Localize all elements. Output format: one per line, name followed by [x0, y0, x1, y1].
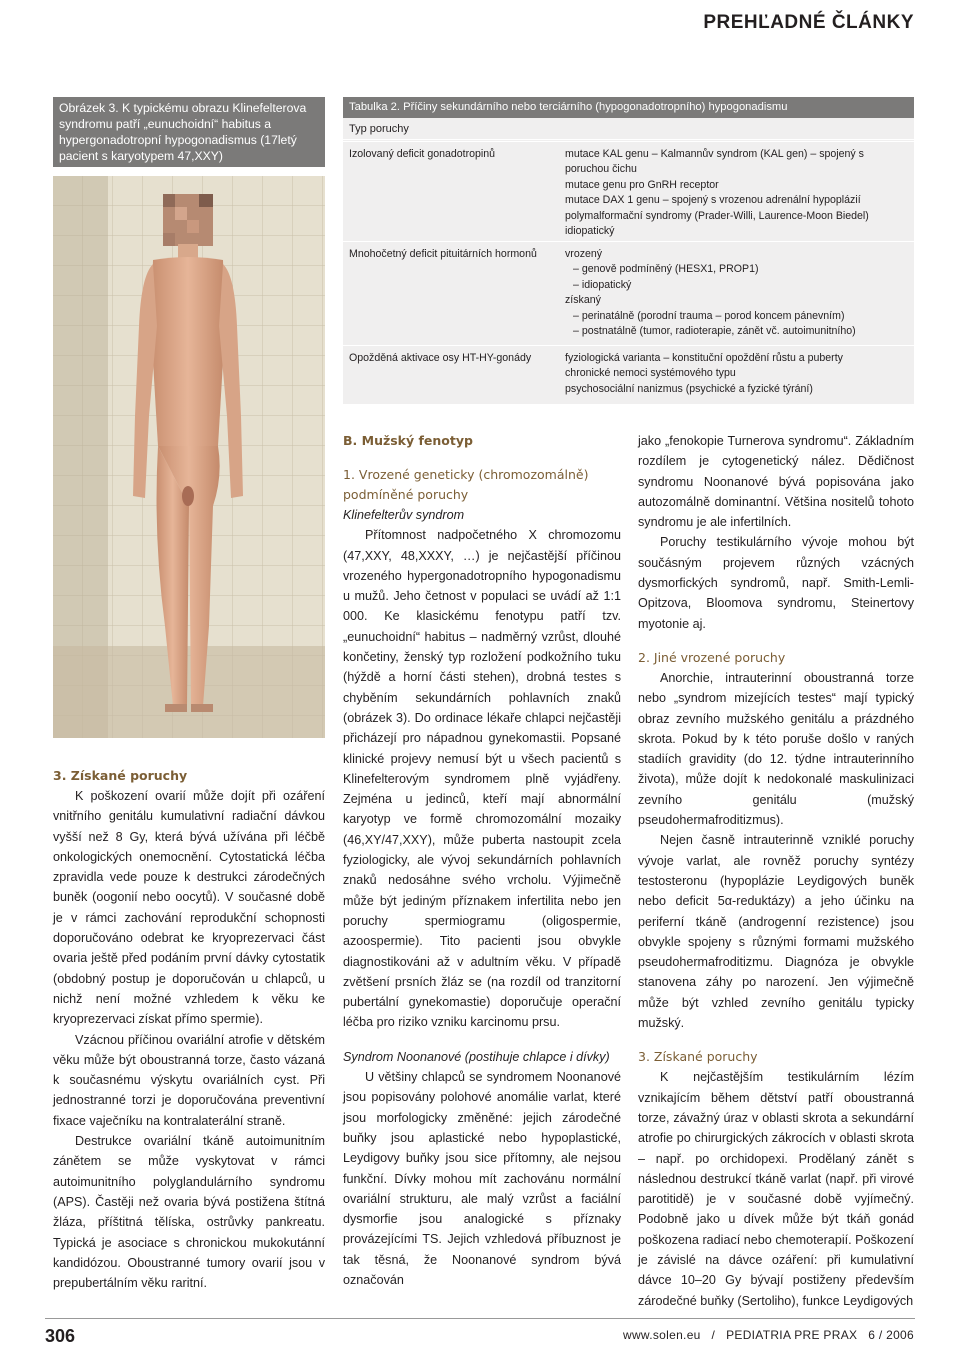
- paragraph: Poruchy testikulárního vývoje mohou být součásným projevem různých vzácných dysmorfických syndromů, např. Smith-Lemli-Opitzova, Bloomova syndromu, Steinertovy myotonie aj.: [638, 535, 914, 631]
- issue-number: 6 / 2006: [868, 1328, 914, 1342]
- table-row: [343, 241, 914, 345]
- paragraph: jako „fenokopie Turnerova syndromu“. Základním rozdílem je cytogenetický nález. Dědičnost syndromu Noonanové bývá popisována jako autozomálně dominantní. Většina nositelů tohoto syndromu je ale infertilních.: [638, 434, 914, 530]
- table-row: [343, 345, 914, 404]
- row-causes: [565, 247, 907, 339]
- journal-footer: [623, 1328, 914, 1342]
- paragraph: K nejčastějším testikulárním lézím vznikajícím během dětství patří oboustranná torze, závažný úraz v oblasti skrota a sekundární atrofie po chirurgických zákrocích v oblasti skrota – např. po orchidopexi. Prodělaný zánět s následnou destrukcí tkáně varlat (např. při virové parotitidě) je v současné době vyjímečný. Podobně jako u dívek může být tkáň gonád poškozena radiací nebo chemoterapií. Poškození je závislé na dávce ozáření: při kumulativní dávce 10–20 Gy bývají postiženy především zárodečné buňky (Sertoliho), funkce Leydigových: [638, 1070, 914, 1308]
- paragraph: Nejen časně intrauterinně vzniklé poruchy vývoje varlat, ale rovněž poruchy syntézy testosteronu (hypoplázie Leydigových buněk nebo deficit 5α-reduktázy) a jeho účinku na periferní tkáně (androgenní rezistence) jsou obvykle spojeny s různými formami mužského pseudohermafroditizmu. Diagnóza je obvykle stanovena záhy po narození. Jen výjimečně může být vzhled zevního genitálu typicky mužský.: [638, 833, 914, 1031]
- cause-line: mutace KAL genu – Kalmannův syndrom (KAL gen) – spojený s poruchou čichu: [565, 148, 864, 176]
- cause-line: – genově podmíněný (HESX1, PROP1): [573, 263, 759, 276]
- cause-line: idiopatický: [565, 225, 615, 238]
- paragraph: K poškození ovarií může dojít při ozáření vnitřního genitálu kumulativní radiační dávkou vyšší než 8 Gy, která bývá užívána při léčbě onkologických onemocnění. Cytostatická léčba zpravidla vede pouze k destrukci zárodečných buněk (oogonií nebo oocytů). V současné době je v rámci zachování reprodukční schopnosti doporučováno odebrat ke kryoprezervaci část ovaria ještě před podáním první dávky cytostatik (obdobný postup je doporučován u chlapců, u nichž není možné vzhledem k věku ke kryoprezervaci získat přímo spermie).: [53, 789, 325, 1027]
- section-heading: B. Mužský fenotyp: [343, 433, 473, 448]
- table-title: Tabulka 2. Příčiny sekundárního nebo terciárního (hypogonadotropního) hypogonadismu: [343, 97, 914, 118]
- journal-name: PEDIATRIA PRE PRAX: [726, 1328, 858, 1342]
- paragraph: Destrukce ovariální tkáně autoimunitním zánětem se může vyskytovat v rámci autoimunitního polyglandulárního syndromu (APS). Častěji než ovaria bývá postižena štítná žláza, příštitná tělíska, ostrůvky pankreatu. Typická je asociace s chronickou mukokutánní kandidózou. Oboustranné tumory ovarií jsou v prepubertálním věku raritní.: [53, 1134, 325, 1291]
- column-right: [638, 431, 914, 1311]
- page-number: 306: [45, 1326, 76, 1346]
- subsection-heading: 2. Jiné vrozené poruchy: [638, 649, 786, 665]
- footer-separator: /: [711, 1328, 716, 1342]
- section-heading: 3. Získané poruchy: [53, 768, 188, 783]
- column-middle: [343, 431, 621, 1290]
- section-header: PREHĽADNÉ ČLÁNKY: [703, 12, 914, 33]
- website-link[interactable]: www.solen.eu: [623, 1328, 701, 1342]
- cause-line: fyziologická varianta – konstituční opoždění růstu a puberty: [565, 352, 843, 364]
- row-type: Mnohočetný deficit pituitárních hormonů: [349, 248, 537, 260]
- cause-line: mutace DAX 1 genu – spojený s vrozenou adrenální hypoplázií: [565, 194, 861, 207]
- paragraph: U většiny chlapců se syndromem Noonanové jsou popisovány polohové anomálie varlat, které jsou morfologicky změněné: jejich zárodečné buňky jsou aplastické nebo hypoplastické, Leydigovy buňky jsou sice přítomny, ale nejsou funkční. Dívky mohou mít zachovánu normální ovariální strukturu, ale malý vzrůst a faciální dysmorfie jsou analogické s příznaky provázejícími TS. Jejich vzhledová příbuznost je tak těsná, že Noonanové syndrom bývá označován: [343, 1070, 621, 1287]
- column-left: [53, 766, 325, 1293]
- subsection-heading: 3. Získané poruchy: [638, 1049, 758, 1065]
- causes-table: [343, 97, 914, 404]
- row-type: Opožděná aktivace osy HT-HY-gonády: [349, 352, 532, 364]
- patient-photo: [53, 176, 325, 738]
- cause-line: vrozený: [565, 248, 603, 260]
- figure-caption: Obrázek 3. K typickému obrazu Klinefelterova syndromu patří „eunuchoidní“ habitus a hypergonadotropní hypogonadismus (17letý pacient s karyotypem 47,XXY): [53, 97, 325, 167]
- cause-line: – postnatálně (tumor, radioterapie, zánět vč. autoimunitního): [573, 325, 856, 338]
- cause-line: – idiopatický: [573, 278, 632, 291]
- cause-line: mutace genu pro GnRH receptor: [565, 178, 719, 191]
- table-header: Typ poruchy: [343, 118, 914, 140]
- cause-line: získaný: [565, 294, 601, 307]
- row-causes: [565, 147, 907, 239]
- row-causes: [565, 351, 907, 397]
- row-type: Izolovaný deficit gonadotropinů: [349, 148, 496, 160]
- cause-line: polymalformační syndromy (Prader-Willi, Laurence-Moon Biedel): [565, 209, 869, 222]
- paragraph: Přítomnost nadpočetného X chromozomu (47,XXY, 48,XXXY, …) je nejčastější příčinou vrozeného hypergonadotropního hypogonadismu u mužů. Jeho četnost v populaci se uvádí až 1:1 000. Ke klasickému fenotypu patří tzv. „eunuchoidní“ habitus – nadměrný vzrůst, dlouhé končetiny, ženský typ rozložení podkožního tuku (hýždě a horní části stehen), drobná testes s chyběním sekundárních pohlavních znaků (obrázek 3). Do ordinace lékaře chlapci nejčastěji přicházejí pro nápadnou gynekomastii. Popsané klinické projevy nemusí být u všech pacientů s Klinefelterovým syndromem plně vyjádřeny. Zejména u jedinců, kteří mají abnormální karyotyp ve formě chromozomální mozaiky (46,XY/47,XXY), může puberta nastoupit zcela fyziologicky, ale vývoj sekundárních pohlavních znaků nedosáhne svého vrcholu. Výjimečně může být jediným příznakem infertilita nebo jen poruchy spermiogramu (oligospermie, azoospermie). Tito pacienti jsou obvykle diagnostikováni až v adultním věku. V případě zvětšení prsních žláz se (na rozdíl od tranzitorní pubertální gynekomastie) doporučuje operační léčba pro riziko vzniku karcinomu prsu.: [343, 528, 621, 1030]
- subsection-title: Klinefelterův syndrom: [343, 508, 465, 522]
- paragraph: Anorchie, intrauterinní oboustranná torze nebo „syndrom mizejících testes“ mají typický obraz zevního mužského genitálu a prázdného skrota. Pokud by k této poruše došlo v raných stadiích gravidity (do 12. týdne intrauterinního života), může dojít k nedokonalé maskulinizaci zevního genitálu (mužský pseudohermafroditizmus).: [638, 670, 914, 828]
- cause-line: psychosociální nanizmus (psychické a fyzické týrání): [565, 382, 813, 395]
- footer-divider: [45, 1318, 915, 1319]
- subsection-title: Syndrom Noonanové (postihuje chlapce i dívky): [343, 1049, 610, 1064]
- subsection-heading: podmíněné poruchy: [343, 487, 469, 502]
- subsection-heading: 1. Vrozené geneticky (chromozomálně): [343, 467, 589, 482]
- paragraph: Vzácnou příčinou ovariální atrofie v dětském věku může být oboustranná torze, často vázaná k současnému výskytu ovariálních cyst. Při jednostranné torzi je doporučována preventivní fixace vaječníku na kontralaterální straně.: [53, 1032, 325, 1128]
- cause-line: chronické nemoci systémového typu: [565, 367, 736, 380]
- table-row: [343, 141, 914, 241]
- cause-line: – perinatálně (porodní trauma – porod koncem pánevním): [573, 309, 845, 322]
